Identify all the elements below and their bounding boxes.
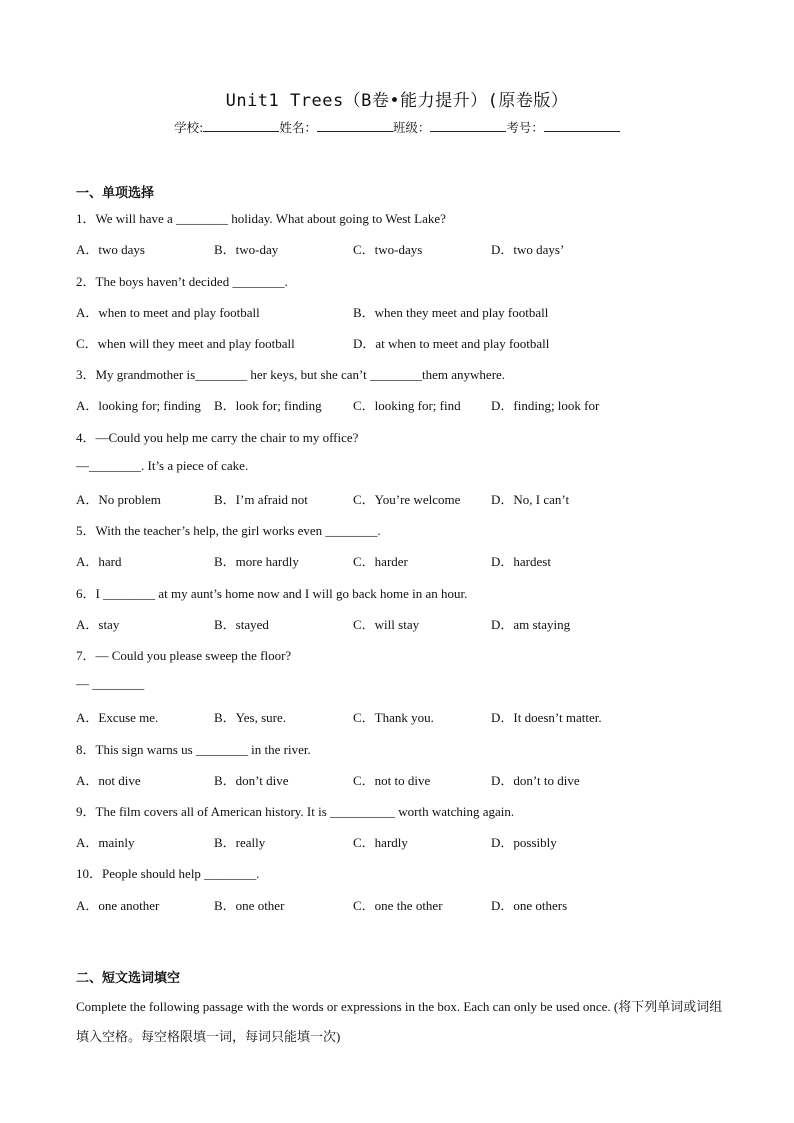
question-stem: 2．The boys haven’t decided ________.: [76, 274, 288, 289]
name-blank: [317, 119, 393, 132]
name-label: 姓名：: [279, 120, 317, 135]
page-title: Unit1 Trees（B卷•能力提升）(原卷版）: [225, 91, 569, 111]
option-b: B．don’t dive: [214, 773, 289, 788]
option-c: C．not to dive: [353, 773, 431, 788]
option-c: C．Thank you.: [353, 710, 434, 725]
option-d: D．am staying: [491, 617, 571, 632]
option-d: D．two days’: [491, 242, 565, 257]
exam-no-blank: [544, 119, 620, 132]
option-b: B．I’m afraid not: [214, 492, 308, 507]
option-c: C．two-days: [353, 242, 423, 257]
option-d: D．It doesn’t matter.: [491, 710, 602, 725]
section-heading-choice: 一、单项选择: [76, 186, 155, 201]
option-b: B．Yes, sure.: [214, 710, 286, 725]
option-d: D．No, I can’t: [491, 492, 570, 507]
option-d: D．possibly: [491, 835, 557, 850]
question-stem: 1．We will have a ________ holiday. What about going to West Lake?: [76, 211, 446, 226]
option-a: A．not dive: [76, 773, 141, 788]
question-reply: — ________: [76, 676, 145, 691]
option-c: C．one the other: [353, 898, 443, 913]
option-d: D．at when to meet and play football: [353, 336, 550, 351]
option-c: C．looking for; find: [353, 398, 461, 413]
option-c: C．harder: [353, 554, 408, 569]
question-stem: 9．The film covers all of American history. It is __________ worth watching again.: [76, 804, 515, 819]
section-instruction: Complete the following passage with the words or expressions in the box. Each can only be used once. (将下列单词或词组填入空格。每空格限填一词，每词只能填一次): [76, 999, 723, 1044]
school-label: 学校:: [174, 120, 204, 135]
option-c: C．when will they meet and play football: [76, 336, 295, 351]
option-a: A．two days: [76, 242, 145, 257]
option-a: A．one another: [76, 898, 160, 913]
section-heading-passage: 二、短文选词填空: [76, 971, 181, 986]
option-a: A．No problem: [76, 492, 161, 507]
option-d: D．hardest: [491, 554, 551, 569]
question-stem: 5．With the teacher’s help, the girl works even ________.: [76, 523, 381, 538]
class-blank: [430, 119, 506, 132]
option-b: B．really: [214, 835, 266, 850]
option-b: B．when they meet and play football: [353, 305, 549, 320]
option-d: D．finding; look for: [491, 398, 600, 413]
school-blank: [203, 119, 279, 132]
option-d: D．one others: [491, 898, 568, 913]
option-a: A．mainly: [76, 835, 135, 850]
option-a: A．looking for; finding: [76, 398, 201, 413]
option-b: B．more hardly: [214, 554, 299, 569]
class-label: 班级：: [392, 120, 431, 135]
question-stem: 3．My grandmother is________ her keys, but she can’t ________them anywhere.: [76, 367, 506, 382]
option-a: A．when to meet and play football: [76, 305, 260, 320]
question-stem: 4．—Could you help me carry the chair to my office?: [76, 430, 359, 445]
question-stem: 7．— Could you please sweep the floor?: [76, 648, 292, 663]
question-stem: 8．This sign warns us ________ in the river.: [76, 742, 311, 757]
option-a: A．stay: [76, 617, 120, 632]
option-c: C．hardly: [353, 835, 408, 850]
option-c: C．will stay: [353, 617, 420, 632]
question-reply: —________. It’s a piece of cake.: [76, 458, 249, 473]
question-stem: 10．People should help ________.: [76, 866, 260, 881]
option-b: B．look for; finding: [214, 398, 322, 413]
option-a: A．hard: [76, 554, 122, 569]
exam-no-label: 考号：: [506, 120, 544, 135]
option-b: B．two-day: [214, 242, 279, 257]
option-c: C．You’re welcome: [353, 492, 461, 507]
option-a: A．Excuse me.: [76, 710, 159, 725]
option-b: B．stayed: [214, 617, 269, 632]
question-stem: 6．I ________ at my aunt’s home now and I will go back home in an hour.: [76, 586, 468, 601]
option-d: D．don’t to dive: [491, 773, 580, 788]
student-info-row: [0, 118, 794, 136]
option-b: B．one other: [214, 898, 285, 913]
